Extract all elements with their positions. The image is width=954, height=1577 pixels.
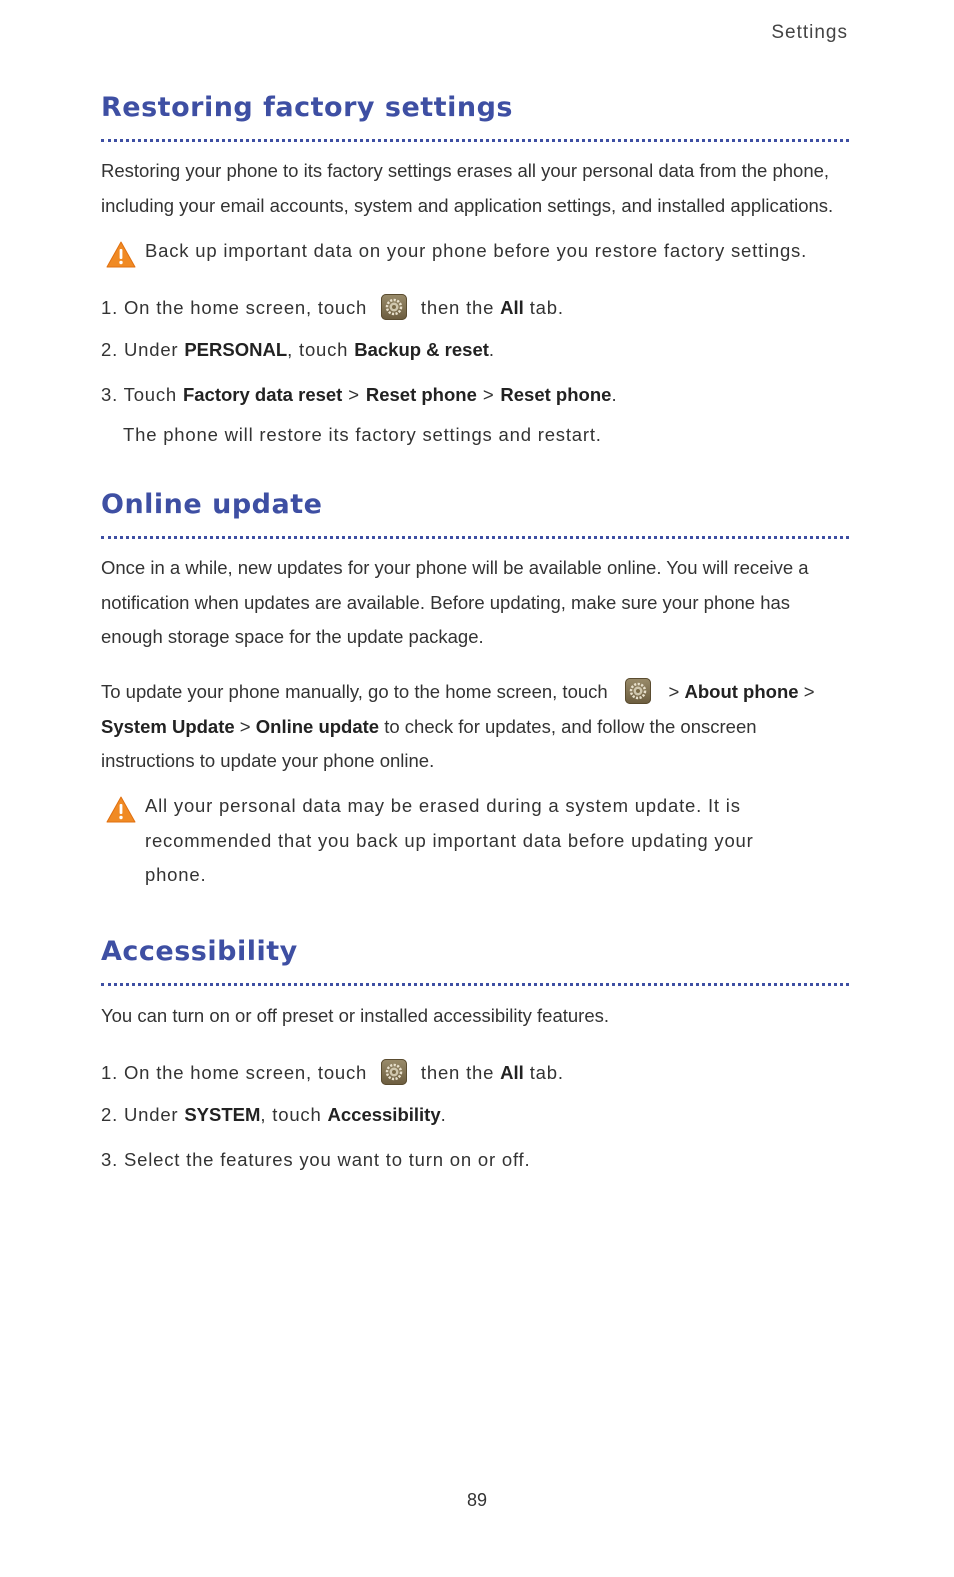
section-divider bbox=[101, 983, 849, 986]
section-title-accessibility: Accessibility bbox=[101, 936, 298, 967]
section-title-restore: Restoring factory settings bbox=[101, 92, 513, 123]
restore-warning: Back up important data on your phone before you restore factory settings. bbox=[145, 240, 808, 261]
section-divider bbox=[101, 536, 849, 539]
accessibility-step-2: 2. Under SYSTEM, touch Accessibility. bbox=[101, 1104, 447, 1125]
accessibility-step-3: 3. Select the features you want to turn on or off. bbox=[101, 1149, 531, 1170]
accessibility-step-1: 1. On the home screen, touch then the All tab. bbox=[101, 1059, 564, 1085]
section-title-online-update: Online update bbox=[101, 489, 323, 520]
accessibility-intro: You can turn on or off preset or installed accessibility features. bbox=[101, 1005, 610, 1026]
online-intro: Once in a while, new updates for your phone will be available online. You will receive a notification when updates are available. Before updating, make sure your phone has enough storage space for the update package. bbox=[101, 557, 809, 647]
restore-result: The phone will restore its factory settings and restart. bbox=[123, 424, 602, 445]
settings-gear-icon bbox=[381, 1059, 407, 1085]
warning-triangle-icon bbox=[106, 796, 136, 823]
restore-step-3: 3. Touch Factory data reset > Reset phone > Reset phone. bbox=[101, 384, 618, 405]
warning-triangle-icon bbox=[106, 241, 136, 268]
settings-gear-icon bbox=[625, 678, 651, 704]
page-number: 89 bbox=[466, 1490, 488, 1510]
running-header: Settings bbox=[771, 22, 848, 43]
online-warning: All your personal data may be erased during a system update. It is recommended that you back up important data before updating your phone. bbox=[145, 795, 754, 885]
restore-step-1: 1. On the home screen, touch then the All tab. bbox=[101, 294, 564, 320]
settings-gear-icon bbox=[381, 294, 407, 320]
section-divider bbox=[101, 139, 849, 142]
online-manual: To update your phone manually, go to the home screen, touch > About phone > System Update > Online update to check for updates, and follow the onscreen instructions to update your phone online. bbox=[101, 675, 851, 779]
restore-step-2: 2. Under PERSONAL, touch Backup & reset. bbox=[101, 339, 495, 360]
restore-intro: Restoring your phone to its factory settings erases all your personal data from the phone, including your email accounts, system and application settings, and installed applications. bbox=[101, 160, 834, 216]
